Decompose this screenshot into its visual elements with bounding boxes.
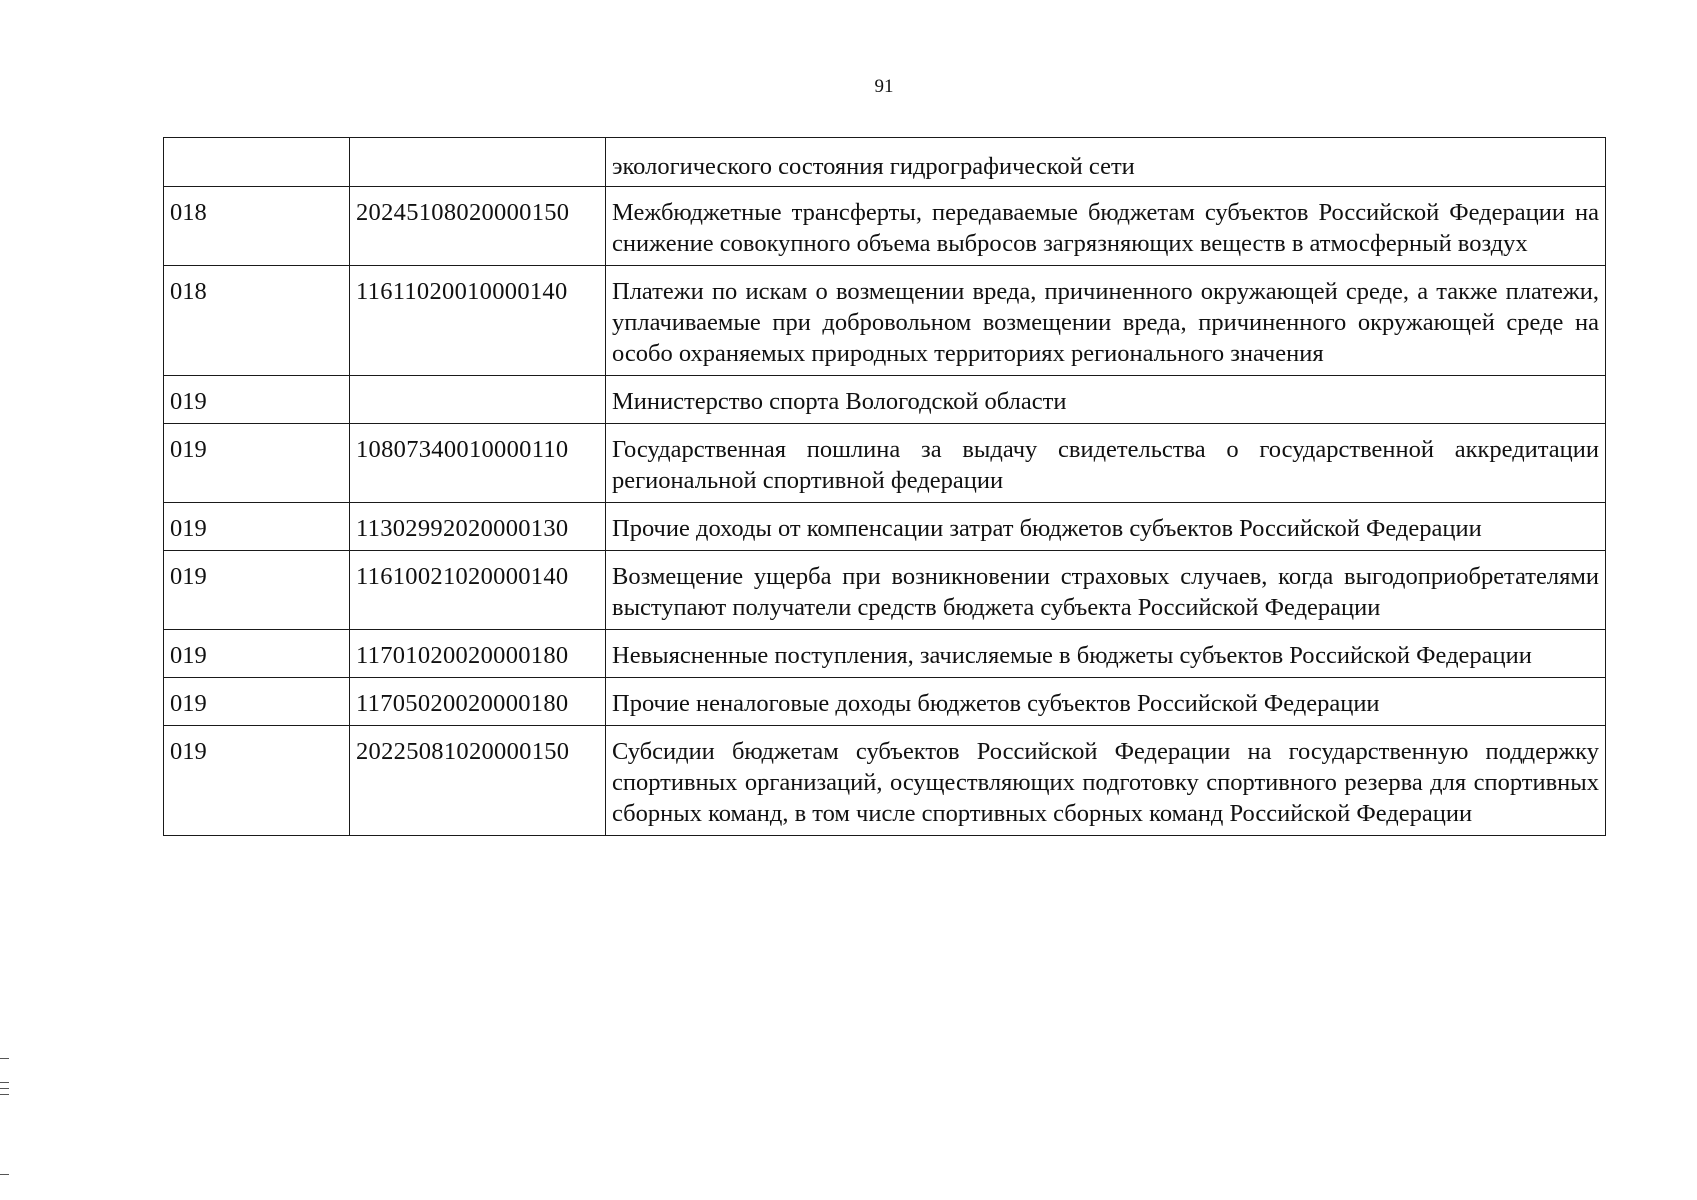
page-number: 91	[874, 76, 894, 97]
income-name-cell: Невыясненные поступления, зачисляемые в бюджеты субъектов Российской Федерации	[606, 630, 1606, 678]
budget-code-cell	[350, 376, 606, 424]
table-row	[164, 503, 1606, 551]
budget-code-cell: 20225081020000150	[350, 726, 606, 836]
binding-margin-mark	[0, 1058, 9, 1059]
binding-margin-mark	[0, 1094, 9, 1095]
income-name-cell: Субсидии бюджетам субъектов Российской Федерации на государственную поддержку спортивных организаций, осуществляющих подготовку спортивного резерва для спортивных сборных команд, в том числе спортивных сборных команд Российской Федерации	[606, 726, 1606, 836]
binding-margin-mark	[0, 1174, 9, 1175]
table-row	[164, 551, 1606, 630]
admin-code-cell: 019	[164, 630, 350, 678]
table-row	[164, 726, 1606, 836]
table-row	[164, 187, 1606, 266]
admin-code-cell: 018	[164, 187, 350, 266]
budget-codes-table	[163, 137, 1606, 836]
income-name-cell: Государственная пошлина за выдачу свидетельства о государственной аккредитации региональной спортивной федерации	[606, 424, 1606, 503]
income-name-cell: Возмещение ущерба при возникновении страховых случаев, когда выгодоприобретателями выступают получатели средств бюджета субъекта Российской Федерации	[606, 551, 1606, 630]
admin-code-cell: 019	[164, 551, 350, 630]
table-row	[164, 678, 1606, 726]
binding-margin-mark	[0, 1082, 9, 1083]
budget-code-cell: 20245108020000150	[350, 187, 606, 266]
admin-code-cell: 019	[164, 503, 350, 551]
table-row	[164, 138, 1606, 187]
admin-code-cell: 019	[164, 726, 350, 836]
table-row	[164, 424, 1606, 503]
admin-code-cell: 018	[164, 266, 350, 376]
table-row	[164, 376, 1606, 424]
budget-code-cell	[350, 138, 606, 187]
admin-code-cell	[164, 138, 350, 187]
income-name-cell: Прочие неналоговые доходы бюджетов субъектов Российской Федерации	[606, 678, 1606, 726]
admin-code-cell: 019	[164, 424, 350, 503]
table-row	[164, 630, 1606, 678]
income-name-cell: экологического состояния гидрографической сети	[606, 138, 1606, 187]
income-name-cell: Платежи по искам о возмещении вреда, причиненного окружающей среде, а также платежи, уплачиваемые при добровольном возмещении вреда, причиненного окружающей среде на особо охраняемых природных территориях регионального значения	[606, 266, 1606, 376]
income-name-cell: Министерство спорта Вологодской области	[606, 376, 1606, 424]
budget-code-cell: 11302992020000130	[350, 503, 606, 551]
budget-code-cell: 11610021020000140	[350, 551, 606, 630]
budget-code-cell: 11705020020000180	[350, 678, 606, 726]
admin-code-cell: 019	[164, 376, 350, 424]
budget-code-cell: 11701020020000180	[350, 630, 606, 678]
budget-code-cell: 10807340010000110	[350, 424, 606, 503]
admin-code-cell: 019	[164, 678, 350, 726]
income-name-cell: Прочие доходы от компенсации затрат бюджетов субъектов Российской Федерации	[606, 503, 1606, 551]
income-name-cell: Межбюджетные трансферты, передаваемые бюджетам субъектов Российской Федерации на снижение совокупного объема выбросов загрязняющих веществ в атмосферный воздух	[606, 187, 1606, 266]
binding-margin-mark	[0, 1088, 9, 1089]
budget-code-cell: 11611020010000140	[350, 266, 606, 376]
table-row	[164, 266, 1606, 376]
